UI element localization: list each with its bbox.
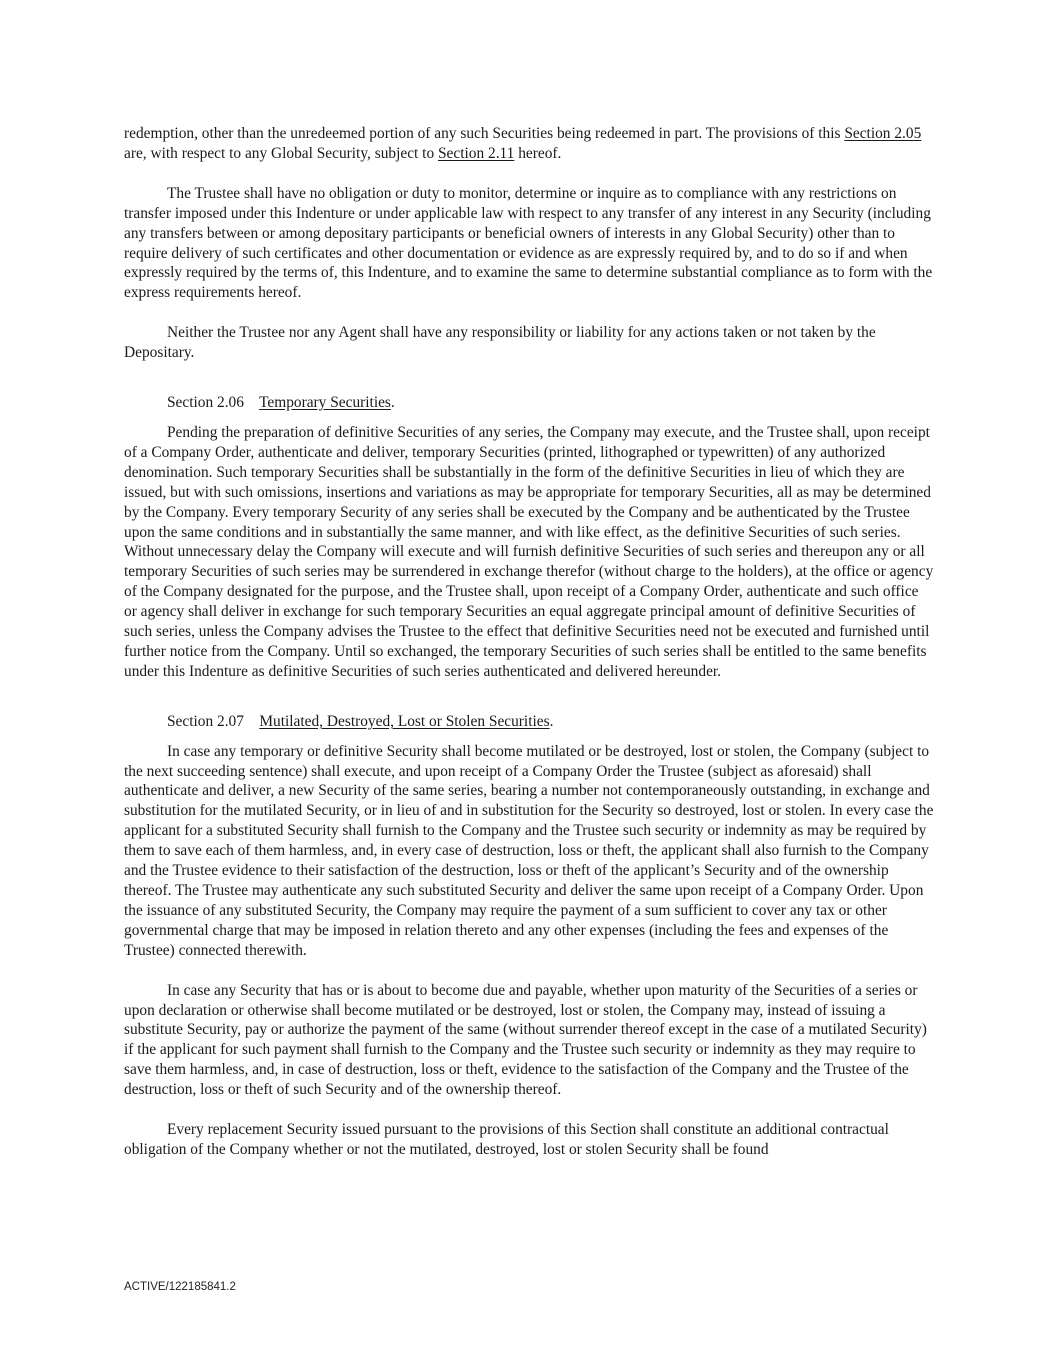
section-title: Mutilated, Destroyed, Lost or Stolen Securities bbox=[259, 712, 550, 730]
section-2-11-reference: Section 2.11 bbox=[438, 144, 515, 162]
paragraph-due-and-payable: In case any Security that has or is about to become due and payable, whether upon maturity of the Securities of a series or upon declaration or otherwise shall become mutilated or be destroyed, lost or stolen, the Company may, instead of issuing a substitute Security, pay or authorize the payment of the same (without surrender thereof except in the case of a mutilated Security) if the applicant for such payment shall furnish to the Company and the Trustee such security or indemnity as they may require to save them harmless, and, in case of destruction, loss or theft, evidence to the satisfaction of the Company and the Trustee of the destruction, loss or theft of such Security and of the ownership thereof. bbox=[124, 981, 927, 1099]
paragraph-depositary-liability: Neither the Trustee nor any Agent shall have any responsibility or liability for any actions taken or not taken by the Depositary. bbox=[124, 324, 876, 362]
section-title: Temporary Securities bbox=[259, 394, 391, 412]
section-2-05-reference: Section 2.05 bbox=[844, 125, 922, 142]
section-heading-2-07: Section 2.07 Mutilated, Destroyed, Lost or Stolen Securities. bbox=[167, 712, 554, 730]
section-number: Section 2.06 bbox=[167, 394, 244, 412]
paragraph-temporary-securities: Pending the preparation of definitive Securities of any series, the Company may execute, and the Trustee shall, upon receipt of a Company Order, authenticate and deliver, temporary Securities (printed, lithographed or typewritten) of any authorized denomination. Such temporary Securities shall be substantially in the form of the definitive Securities in lieu of which they are issued, but with such omissions, insertions and variations as may be appropriate for temporary Securities, all as may be determined by the Company. Every temporary Security of any series shall be executed by the Company and be authenticated by the Trustee upon the same conditions and in substantially the same manner, and with like effect, as the definitive Securities of such series. Without unnecessary delay the Company will execute and will furnish definitive Securities of such series and thereupon any or all temporary Securities of such series may be surrendered in exchange therefor (without charge to the holders), at the office or agency of the Company designated for the purpose, and the Trustee shall, upon receipt of a Company Order, authenticate and such office or agency shall deliver in exchange for such temporary Securities an equal aggregate principal amount of definitive Securities of such series, unless the Company advises the Trustee to the effect that definitive Securities need not be executed and furnished until further notice from the Company. Until so exchanged, the temporary Securities of such series shall be entitled to the same benefits under this Indenture as definitive Securities of such series authenticated and delivered hereunder. bbox=[124, 423, 934, 680]
paragraph-mutilated-securities: In case any temporary or definitive Security shall become mutilated or be destroyed, lost or stolen, the Company (subject to the next succeeding sentence) shall execute, and upon receipt of a Company Order the Trustee (subject as aforesaid) shall authenticate and deliver, a new Security of the same series, bearing a number not contemporaneously outstanding, in exchange and substitution for the mutilated Security, or in lieu of and in substitution for the Security so destroyed, lost or stolen. In every case the applicant for a substituted Security shall furnish to the Company and the Trustee such security or indemnity as may be required by them to save each of them harmless, and, in every case of destruction, loss or theft, the applicant shall also furnish to the Company and the Trustee evidence to their satisfaction of the destruction, loss or theft of the applicant’s Security and of the ownership thereof. The Trustee may authenticate any such substituted Security and deliver the same upon receipt of a Company Order. Upon the issuance of any substituted Security, the Company may require the payment of a sum sufficient to cover any tax or other governmental charge that may be imposed in relation thereto and any other expenses (including the fees and expenses of the Trustee) connected therewith. bbox=[124, 742, 934, 959]
document-footer-id: ACTIVE/122185841.2 bbox=[124, 1281, 236, 1293]
section-heading-2-06: Section 2.06 Temporary Securities. bbox=[167, 394, 395, 412]
section-number: Section 2.07 bbox=[167, 712, 244, 730]
document-page bbox=[124, 124, 934, 1160]
paragraph-replacement-security: Every replacement Security issued pursuant to the provisions of this Section shall constitute an additional contractual obligation of the Company whether or not the mutilated, destroyed, lost or stolen Security shall be found bbox=[124, 1121, 889, 1158]
paragraph-trustee-obligation: The Trustee shall have no obligation or duty to monitor, determine or inquire as to compliance with any restrictions on transfer imposed under this Indenture or under applicable law with respect to any transfer of any interest in any Security (including any transfers between or among depositary participants or beneficial owners of interests in any Global Security) other than to require delivery of such certificates and other documentation or evidence as are expressly required by, and to do so if and when expressly required by the terms of, this Indenture, and to examine the same to determine substantial compliance as to form with the express requirements hereof. bbox=[124, 184, 933, 302]
paragraph-redemption: redemption, other than the unredeemed portion of any such Securities being redeemed in part. The provisions of this Section 2.05 are, with respect to any Global Security, subject to Section 2.11 hereof. bbox=[124, 125, 922, 162]
